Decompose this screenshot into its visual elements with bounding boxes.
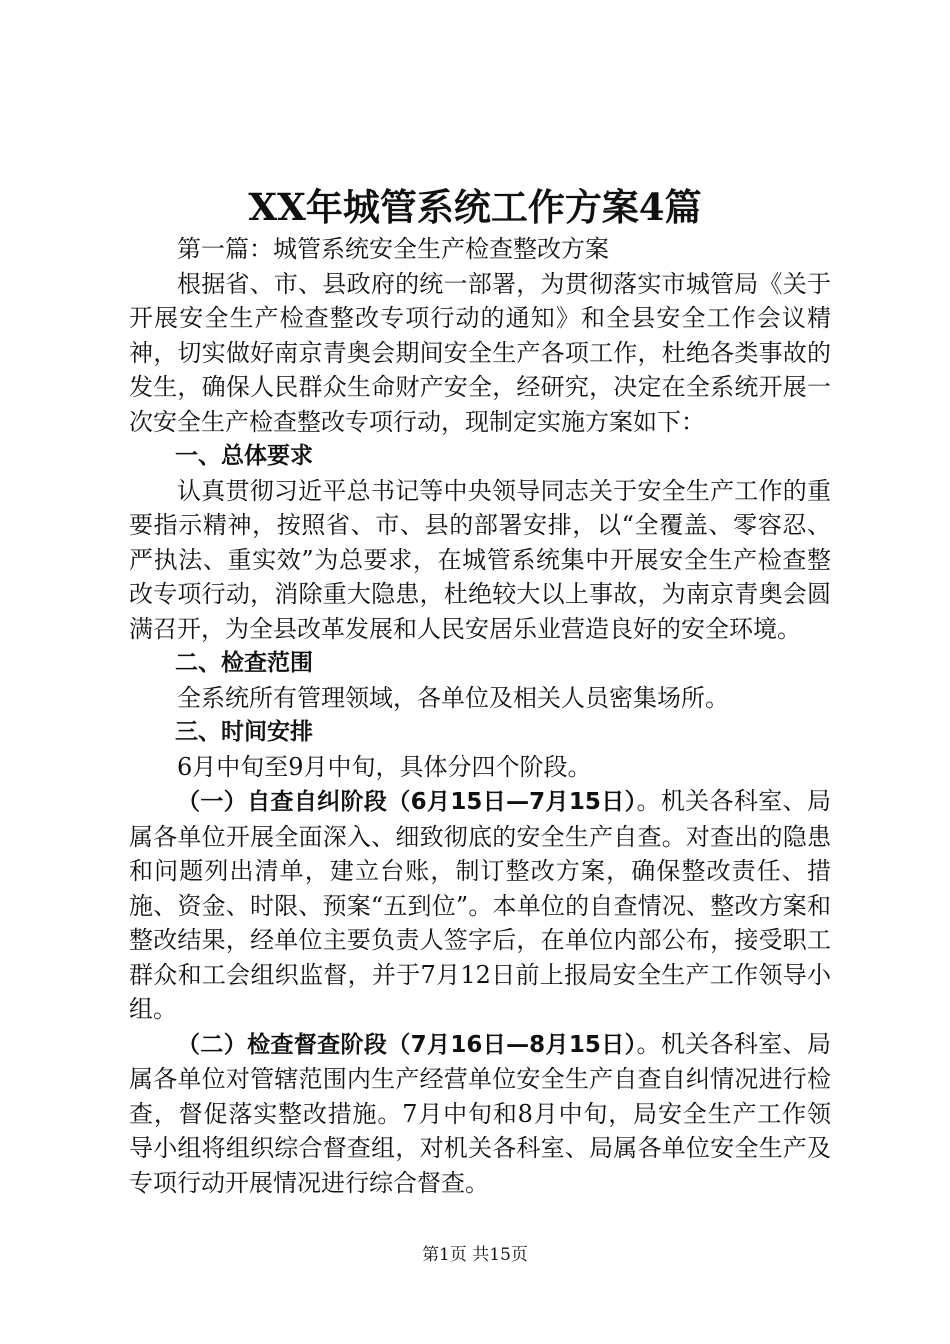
stage-two-text: 。机关各科室、局属各单位对管辖范围内生产经营单位安全生产自查自纠情况进行检查，督促落实整改措施。7月中旬和8月中旬，局安全生产工作领导小组将组织综合督查组，对机关各科室、局属各单位安全生产及专项行动开展情况进行综合督查。 [129,1029,832,1197]
section-heading-inspection-scope: 二、检查范围 [175,650,313,676]
intro-paragraph: 根据省、市、县政府的统一部署，为贯彻落实市城管局《关于开展安全生产检查整改专项行动的通知》和全县安全工作会议精神，切实做好南京青奥会期间安全生产各项工作，杜绝各类事故的发生，确保人民群众生命财产安全，经研究，决定在全系统开展一次安全生产检查整改专项行动，现制定实施方案如下： [129,269,831,436]
stage-one-text: 。机关各科室、局属各单位开展全面深入、细致彻底的安全生产自查。对查出的隐患和问题列出清单，建立台账，制订整改方案，确保整改责任、措施、资金、时限、预案“五到位”。本单位的自查情况、整改方案和整改结果，经单位主要负责人签字后，在单位内部公布，接受职工群众和工会组织监督，并于7月12日前上报局安全生产工作领导小组。 [129,787,832,1023]
stage-two-paragraph [129,1027,831,1201]
section-heading-schedule: 三、时间安排 [175,719,313,745]
stage-two-label: （二）检查督查阶段（7月16日—8月15日） [177,1031,637,1058]
part-title: 第一篇：城管系统安全生产检查整改方案 [177,235,609,263]
schedule-paragraph: 6月中旬至9月中旬，具体分四个阶段。 [177,752,592,781]
stage-one-label: （一）自查自纠阶段（6月15日—7月15日） [177,789,637,815]
stage-one-paragraph [129,784,831,1027]
document-body [129,232,831,1200]
document-title: XX年城管系统工作方案4篇 [248,185,702,229]
section-heading-general-requirements: 一、总体要求 [175,443,313,469]
page-footer: 第1页 共15页 [422,1245,528,1265]
inspection-scope-paragraph: 全系统所有管理领域，各单位及相关人员密集场所。 [177,683,729,712]
general-requirements-paragraph: 认真贯彻习近平总书记等中央领导同志关于安全生产工作的重要指示精神，按照省、市、县的部署安排，以“全覆盖、零容忍、严执法、重实效”为总要求，在城管系统集中开展安全生产检查整改专项行动，消除重大隐患，杜绝较大以上事故，为南京青奥会圆满召开，为全县改革发展和人民安居乐业营造良好的安全环境。 [129,476,831,643]
